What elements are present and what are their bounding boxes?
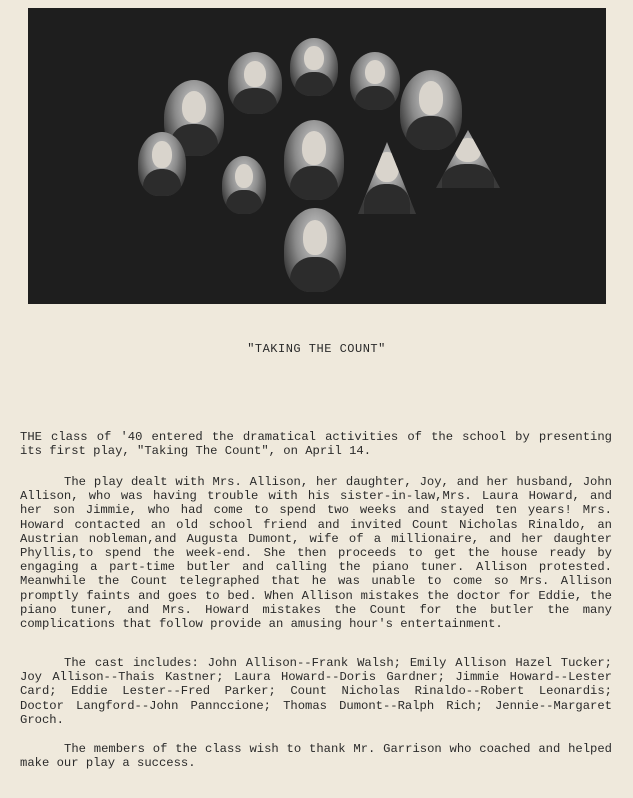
portrait-11 [284, 208, 346, 292]
paragraph-cast: The cast includes: John Allison--Frank Walsh; Emily Allison Hazel Tucker; Joy Allison--Thais Kastner; Laura Howard--Doris Gardner; Jimmie Howard--Lester Card; Eddie Lester--Fred Parker; Count Nicholas Rinaldo--Robert Leonardis; Doctor Langford--John Pannccione; Thomas Dumont--Ralph Rich; Jennie--Margaret Groch. [20, 656, 612, 727]
portrait-7 [222, 156, 266, 214]
paragraph-plot: The play dealt with Mrs. Allison, her daughter, Joy, and her husband, John Allison, who was having trouble with his sister-in-law,Mrs. Laura Howard, and her son Jimmie, who had come to spend two weeks and stayed ten years! Mrs. Howard contacted an old school friend and invited Count Nicholas Rinaldo, an Austrian nobleman,and Augusta Dumont, wife of a millionaire, and her daughter Phyllis,to spend the week-end. She then proceeds to get the house ready by engaging a part-time butler and calling the piano tuner. Allison protested. Meanwhile the Count telegraphed that he was unable to come so Mrs. Allison promptly faints and goes to bed. When Allison mistakes the doctor for Eddie, the piano tuner, and Mrs. Howard mistakes the Count for the butler the many complications that follow provide an amusing hour's entertainment. [20, 475, 612, 632]
cast-photo [28, 8, 606, 304]
portrait-9 [358, 142, 416, 214]
paragraph-thanks: The members of the class wish to thank Mr. Garrison who coached and helped make our play a success. [20, 742, 612, 771]
portrait-1 [290, 38, 338, 96]
paragraph-intro: THE class of '40 entered the dramatical activities of the school by presenting its first play, "Taking The Count", on April 14. [20, 430, 612, 459]
portrait-3 [350, 52, 400, 110]
article-title: "TAKING THE COUNT" [247, 342, 386, 356]
portrait-2 [228, 52, 282, 114]
portrait-6 [138, 132, 186, 196]
portrait-5 [400, 70, 462, 150]
portrait-8 [284, 120, 344, 200]
